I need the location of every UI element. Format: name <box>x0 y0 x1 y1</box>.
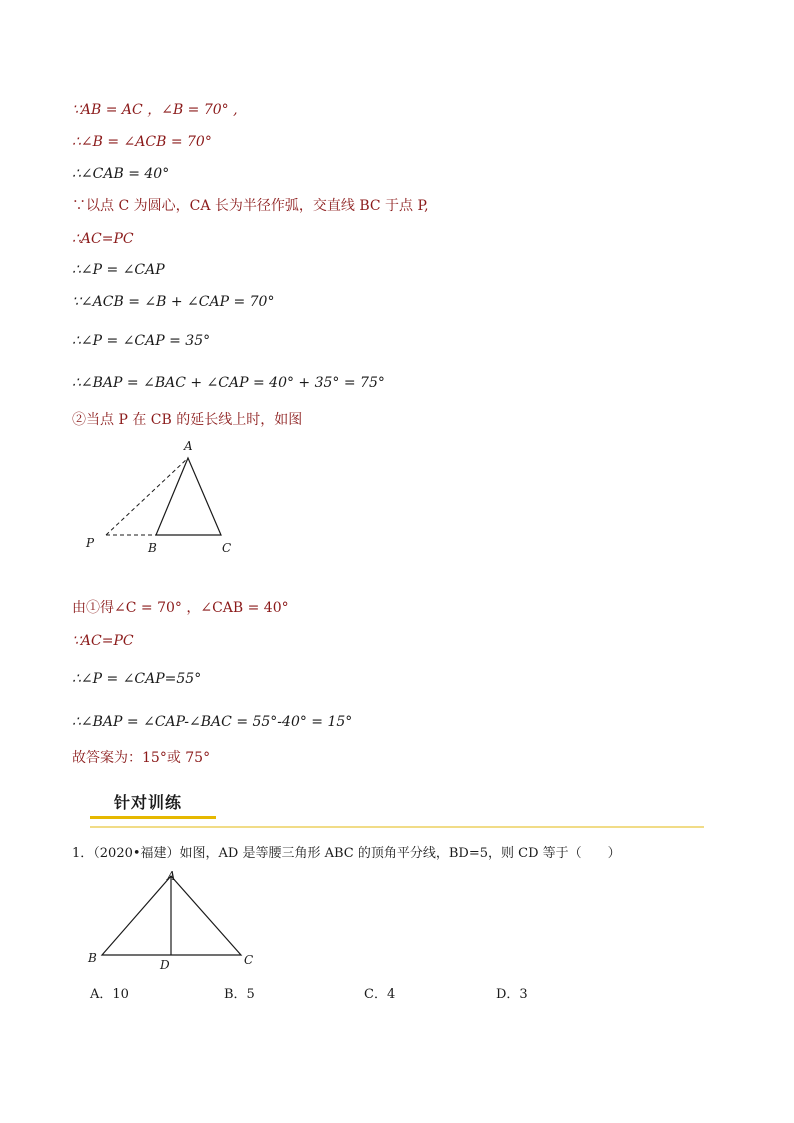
triangle-figure-extended <box>80 436 250 560</box>
case2-line: ∴∠P = ∠CAP=55° <box>72 671 202 687</box>
section-divider <box>90 826 704 828</box>
label-b: B <box>148 541 157 555</box>
solution-line: ∴∠BAP = ∠BAC + ∠CAP = 40° + 35° = 75° <box>72 375 385 391</box>
case2-intro-line: ②当点 P 在 CB 的延长线上时，如图 <box>72 412 303 428</box>
case2-line: ∴∠BAP = ∠CAP-∠BAC = 55°-40° = 15° <box>72 714 353 730</box>
triangle-abc <box>156 458 221 535</box>
label-a: A <box>184 439 193 453</box>
solution-line: ∴AC=PC <box>72 231 134 247</box>
solution-line: ∴∠CAB = 40° <box>72 166 170 182</box>
label-c: C <box>244 953 254 967</box>
case2-line: 由①得∠C = 70° ，∠CAB = 40° <box>72 600 289 616</box>
solution-line: ∴∠B = ∠ACB = 70° <box>72 134 212 150</box>
solution-line: ∴∠P = ∠CAP = 35° <box>72 333 211 349</box>
label-d: D <box>160 958 170 972</box>
case2-line: ∵AC=PC <box>72 633 134 649</box>
label-p: P <box>86 536 95 550</box>
heading-underline <box>90 816 216 819</box>
answer-line: 故答案为：15°或 75° <box>72 750 211 766</box>
choice-d: D．3 <box>496 987 528 1002</box>
choice-b: B．5 <box>224 987 255 1002</box>
label-c: C <box>222 541 232 555</box>
solution-line: ∵AB = AC ，∠B = 70° , <box>72 102 238 118</box>
choice-c: C．4 <box>364 987 396 1002</box>
segment-pa <box>106 458 188 535</box>
solution-line: ∴∠P = ∠CAP <box>72 262 165 278</box>
section-heading: 针对训练 <box>114 793 183 812</box>
choice-a: A．10 <box>90 987 129 1002</box>
solution-line: ∵∠ACB = ∠B + ∠CAP = 70° <box>72 294 275 310</box>
question-text: 1．（2020•福建）如图，AD 是等腰三角形 ABC 的顶角平分线，BD=5，则 CD 等于（ ） <box>72 846 621 861</box>
label-a: A <box>167 869 176 883</box>
solution-line: ∵以点 C 为圆心，CA 长为半径作弧，交直线 BC 于点 P, <box>72 198 429 214</box>
label-b: B <box>88 951 97 965</box>
isosceles-triangle-figure <box>84 866 264 976</box>
